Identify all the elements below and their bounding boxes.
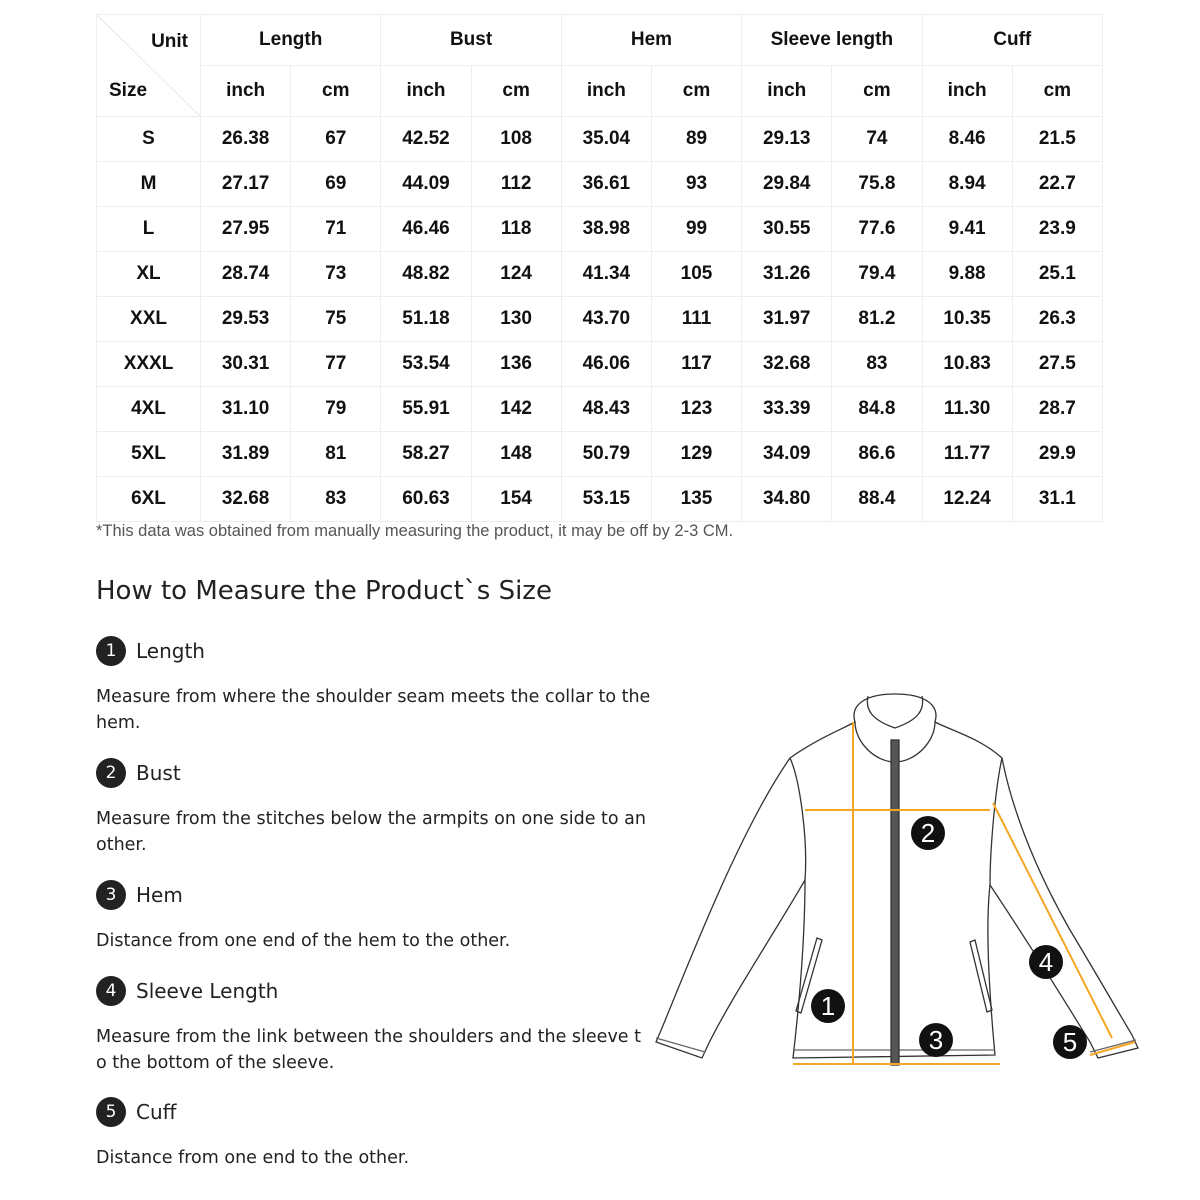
column-group-header: Hem [561,15,741,66]
value-cell: 48.43 [561,387,651,432]
value-cell: 89 [651,117,741,162]
unit-header: cm [651,66,741,117]
value-cell: 69 [291,162,381,207]
value-cell: 35.04 [561,117,651,162]
marker-label: 4 [1038,947,1054,977]
diagram-marker-5 [1053,1025,1087,1059]
step-number-badge: 3 [96,880,126,910]
value-cell: 32.68 [201,477,291,522]
marker-label: 3 [928,1025,944,1055]
step-number-badge: 4 [96,976,126,1006]
unit-header: inch [381,66,471,117]
unit-label: Unit [151,31,188,52]
size-cell: XL [97,252,201,297]
value-cell: 26.3 [1012,297,1102,342]
value-cell: 27.95 [201,207,291,252]
diagram-marker-3 [919,1023,953,1057]
measure-step [96,880,656,954]
value-cell: 93 [651,162,741,207]
table-row [97,162,1103,207]
value-cell: 29.13 [742,117,832,162]
value-cell: 27.17 [201,162,291,207]
value-cell: 22.7 [1012,162,1102,207]
column-group-header: Bust [381,15,561,66]
value-cell: 81 [291,432,381,477]
value-cell: 58.27 [381,432,471,477]
step-description: Measure from the stitches below the armpits on one side to an other. [96,809,646,855]
size-cell: XXXL [97,342,201,387]
value-cell: 99 [651,207,741,252]
value-cell: 75 [291,297,381,342]
unit-header: cm [1012,66,1102,117]
value-cell: 73 [291,252,381,297]
value-cell: 23.9 [1012,207,1102,252]
diagram-marker-1 [811,989,845,1023]
value-cell: 88.4 [832,477,922,522]
value-cell: 124 [471,252,561,297]
value-cell: 44.09 [381,162,471,207]
value-cell: 30.31 [201,342,291,387]
value-cell: 77 [291,342,381,387]
jacket-outline [656,694,1138,1065]
step-number-badge: 2 [96,758,126,788]
value-cell: 26.38 [201,117,291,162]
value-cell: 31.1 [1012,477,1102,522]
table-row [97,207,1103,252]
table-corner-header [97,15,201,117]
value-cell: 148 [471,432,561,477]
size-label: Size [109,80,148,101]
value-cell: 123 [651,387,741,432]
value-cell: 11.77 [922,432,1012,477]
size-cell: 5XL [97,432,201,477]
value-cell: 105 [651,252,741,297]
step-number-badge: 1 [96,636,126,666]
value-cell: 42.52 [381,117,471,162]
value-cell: 43.70 [561,297,651,342]
step-description: Distance from one end to the other. [96,1148,410,1168]
step-description: Measure from where the shoulder seam meets the collar to the hem. [96,687,651,733]
value-cell: 28.74 [201,252,291,297]
step-title: Length [136,639,205,663]
value-cell: 25.1 [1012,252,1102,297]
diagram-marker-4 [1029,945,1063,979]
step-title: Cuff [136,1100,177,1124]
value-cell: 46.06 [561,342,651,387]
value-cell: 77.6 [832,207,922,252]
value-cell: 136 [471,342,561,387]
value-cell: 55.91 [381,387,471,432]
value-cell: 142 [471,387,561,432]
step-title: Bust [136,761,181,785]
table-row [97,252,1103,297]
guide-title: How to Measure the Product`s Size [96,576,552,606]
value-cell: 29.9 [1012,432,1102,477]
column-group-header: Sleeve length [742,15,922,66]
measure-step [96,758,656,858]
value-cell: 51.18 [381,297,471,342]
value-cell: 8.94 [922,162,1012,207]
value-cell: 74 [832,117,922,162]
value-cell: 31.97 [742,297,832,342]
value-cell: 86.6 [832,432,922,477]
column-group-header: Cuff [922,15,1103,66]
value-cell: 29.53 [201,297,291,342]
value-cell: 130 [471,297,561,342]
value-cell: 112 [471,162,561,207]
value-cell: 34.09 [742,432,832,477]
value-cell: 38.98 [561,207,651,252]
value-cell: 154 [471,477,561,522]
value-cell: 79.4 [832,252,922,297]
marker-label: 5 [1062,1027,1078,1057]
measure-lines [793,722,1135,1065]
value-cell: 36.61 [561,162,651,207]
marker-label: 2 [920,818,936,848]
step-description: Measure from the link between the shoulders and the sleeve t o the bottom of the sleeve. [96,1027,641,1073]
column-group-header: Length [201,15,381,66]
value-cell: 27.5 [1012,342,1102,387]
table-row [97,387,1103,432]
value-cell: 21.5 [1012,117,1102,162]
value-cell: 48.82 [381,252,471,297]
size-chart-table [96,14,1103,522]
value-cell: 31.10 [201,387,291,432]
table-row [97,117,1103,162]
value-cell: 33.39 [742,387,832,432]
table-row [97,477,1103,522]
value-cell: 117 [651,342,741,387]
value-cell: 10.35 [922,297,1012,342]
value-cell: 12.24 [922,477,1012,522]
size-cell: L [97,207,201,252]
value-cell: 83 [832,342,922,387]
value-cell: 10.83 [922,342,1012,387]
step-title: Hem [136,883,183,907]
value-cell: 67 [291,117,381,162]
value-cell: 81.2 [832,297,922,342]
value-cell: 75.8 [832,162,922,207]
value-cell: 60.63 [381,477,471,522]
value-cell: 108 [471,117,561,162]
value-cell: 9.88 [922,252,1012,297]
value-cell: 135 [651,477,741,522]
value-cell: 46.46 [381,207,471,252]
size-cell: 4XL [97,387,201,432]
value-cell: 50.79 [561,432,651,477]
unit-header: cm [291,66,381,117]
value-cell: 9.41 [922,207,1012,252]
value-cell: 53.54 [381,342,471,387]
value-cell: 129 [651,432,741,477]
value-cell: 83 [291,477,381,522]
marker-label: 1 [820,991,836,1021]
value-cell: 32.68 [742,342,832,387]
unit-header: inch [922,66,1012,117]
size-cell: 6XL [97,477,201,522]
value-cell: 111 [651,297,741,342]
value-cell: 118 [471,207,561,252]
jacket-diagram [650,680,1150,1080]
value-cell: 28.7 [1012,387,1102,432]
value-cell: 31.89 [201,432,291,477]
diagram-marker-2 [911,816,945,850]
table-row [97,342,1103,387]
size-cell: M [97,162,201,207]
step-description: Distance from one end of the hem to the other. [96,931,511,951]
size-cell: S [97,117,201,162]
value-cell: 71 [291,207,381,252]
value-cell: 34.80 [742,477,832,522]
unit-header: inch [742,66,832,117]
measurement-note: *This data was obtained from manually measuring the product, it may be off by 2-3 CM. [96,522,734,540]
value-cell: 8.46 [922,117,1012,162]
value-cell: 79 [291,387,381,432]
unit-header: cm [471,66,561,117]
measure-step [96,636,656,736]
unit-header: inch [561,66,651,117]
value-cell: 53.15 [561,477,651,522]
size-cell: XXL [97,297,201,342]
step-title: Sleeve Length [136,979,279,1003]
value-cell: 84.8 [832,387,922,432]
value-cell: 41.34 [561,252,651,297]
measure-step [96,1097,656,1171]
measure-step [96,976,656,1076]
step-number-badge: 5 [96,1097,126,1127]
value-cell: 11.30 [922,387,1012,432]
value-cell: 31.26 [742,252,832,297]
table-row [97,432,1103,477]
unit-header: inch [201,66,291,117]
table-row [97,297,1103,342]
value-cell: 29.84 [742,162,832,207]
value-cell: 30.55 [742,207,832,252]
unit-header: cm [832,66,922,117]
